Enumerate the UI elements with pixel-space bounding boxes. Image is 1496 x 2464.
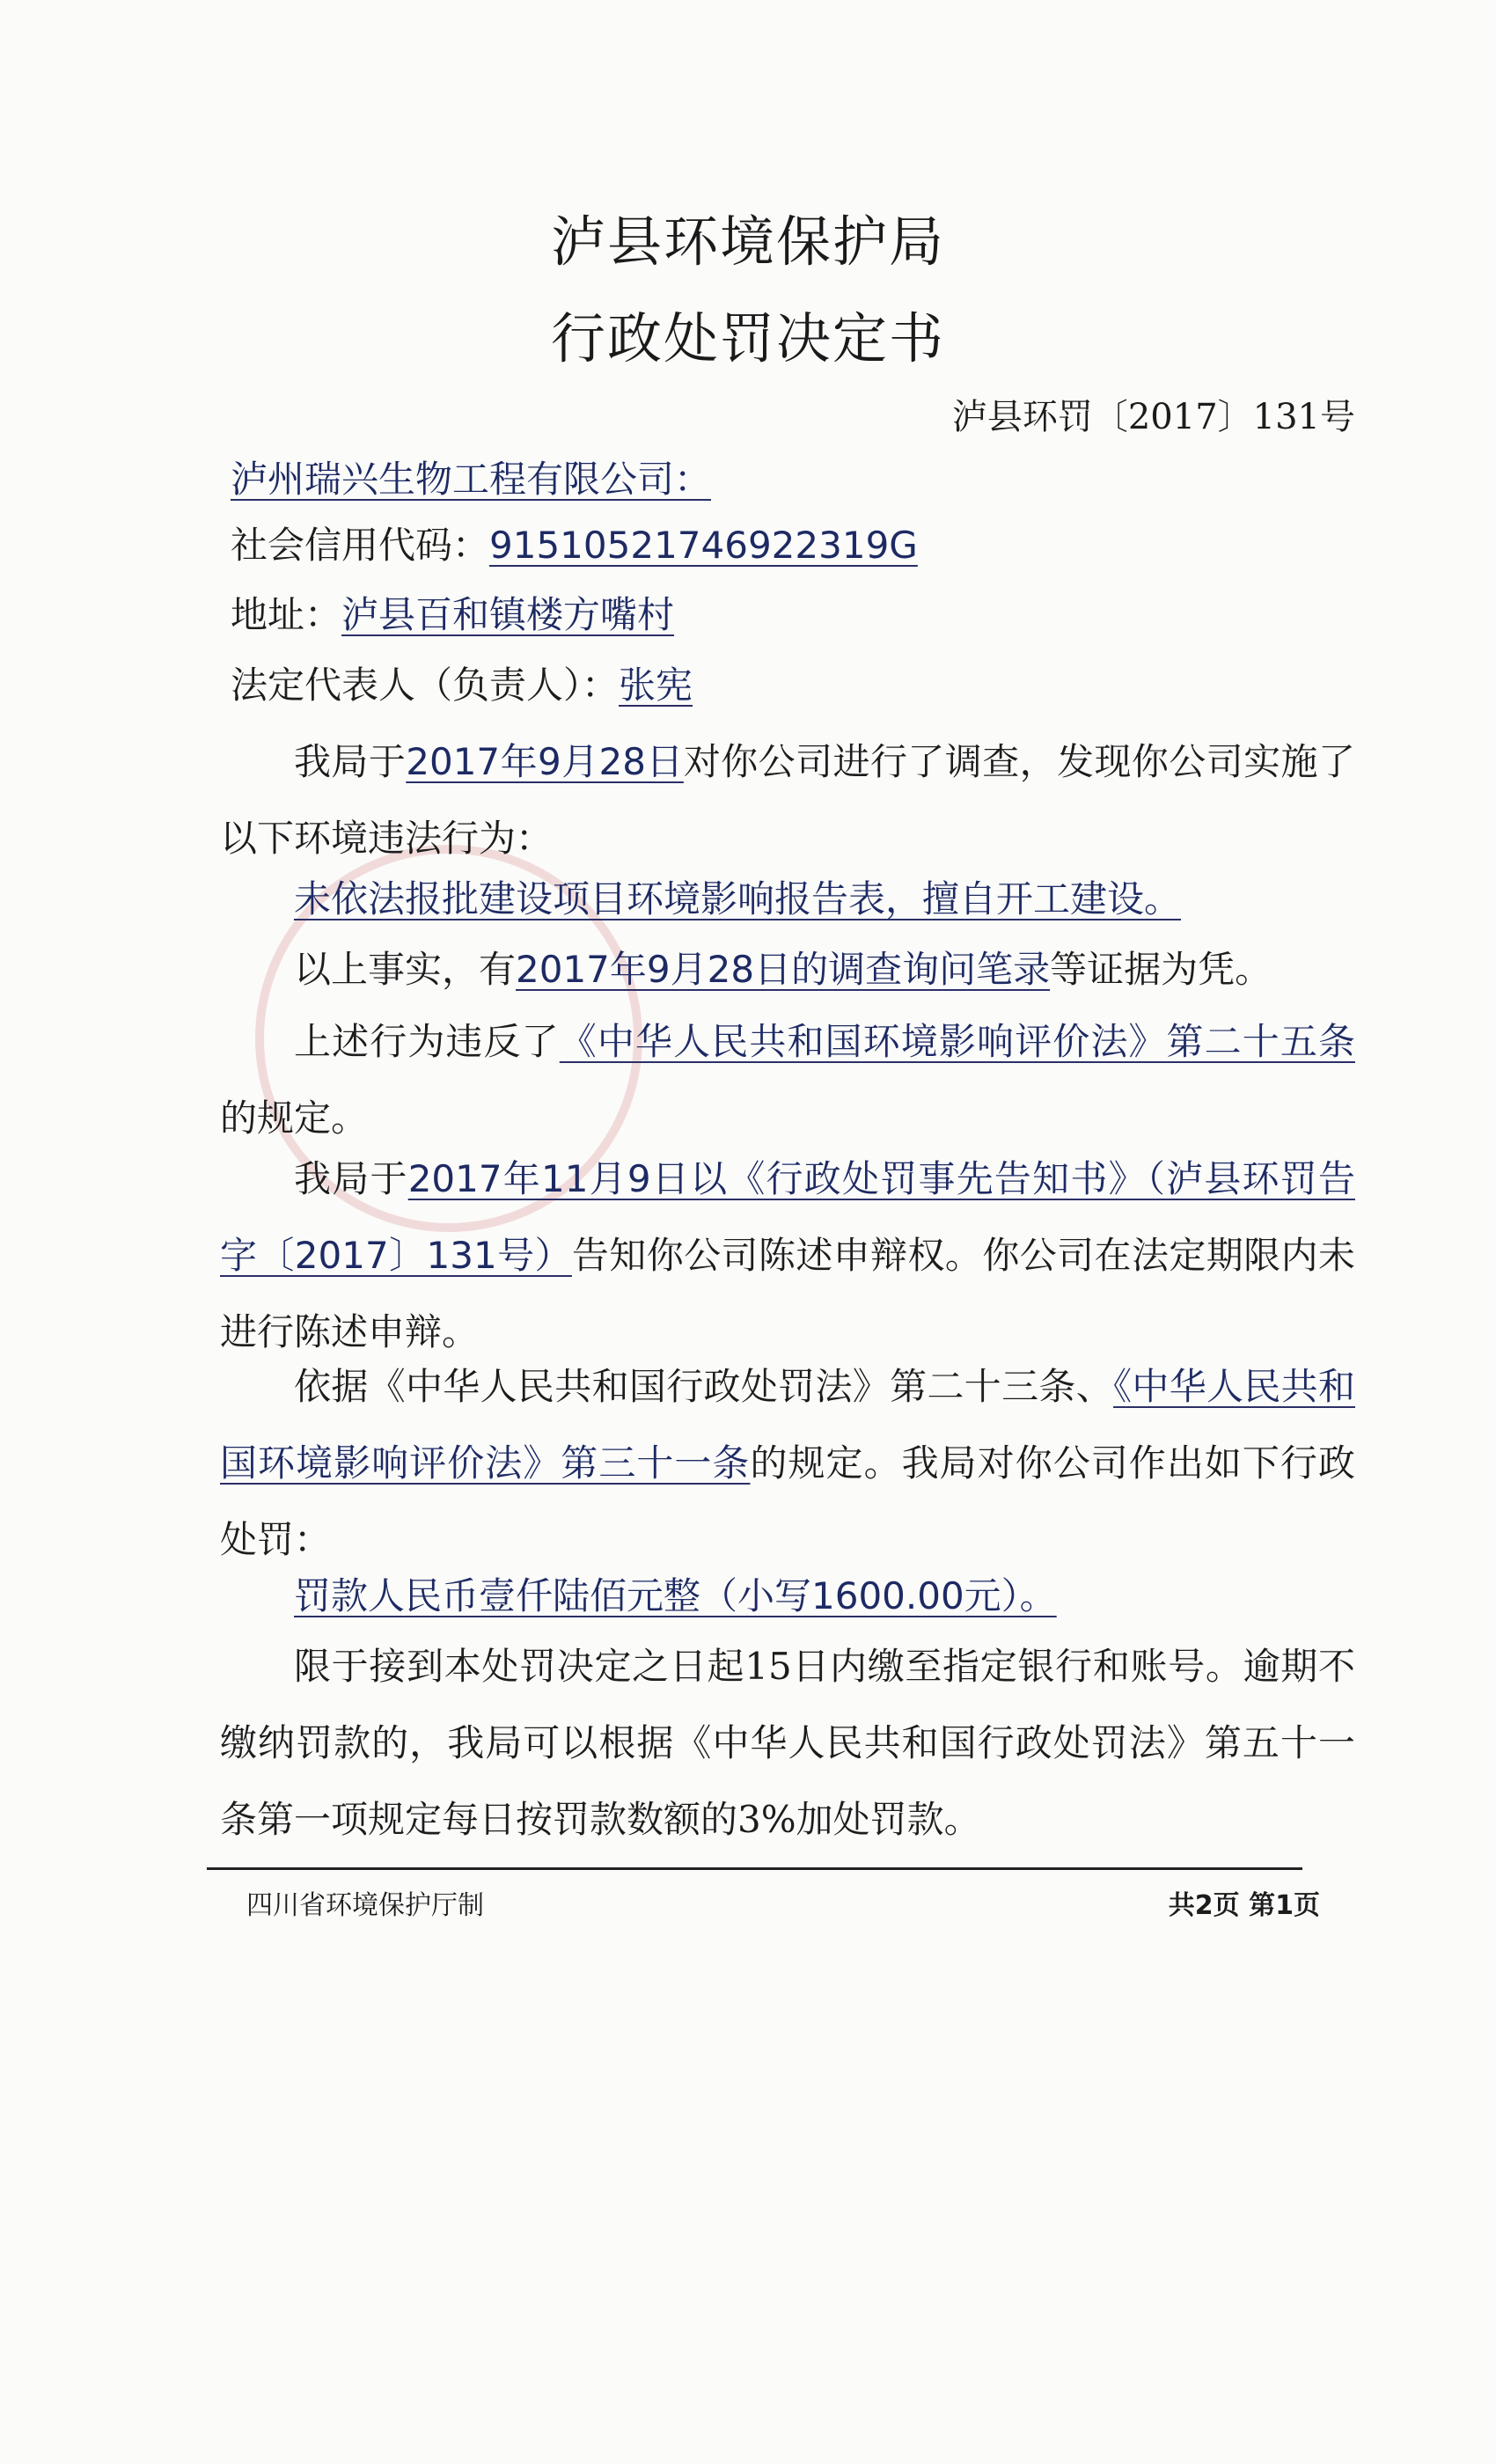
representative-name: 张宪 — [619, 664, 693, 707]
p6-text-b: 的规定。我局对你公司作出如下行政处罚： — [220, 1441, 1355, 1561]
agency-title: 泸县环境保护局 — [550, 209, 945, 274]
p5-text-b: 告知你公司陈述申辩权。你公司在法定期限内未进行陈述申辩。 — [220, 1234, 1355, 1353]
prior-notice: 2017年11月9日以《行政处罚事先告知书》（泸县环罚告字〔2017〕131号） — [220, 1157, 1355, 1277]
company-name — [231, 451, 711, 503]
footer-rule — [207, 1867, 1302, 1870]
representative-label: 法定代表人（负责人）： — [231, 664, 620, 707]
representative-row — [231, 656, 693, 709]
paragraph-violation — [220, 861, 1355, 937]
penalty-law: 《中华人民共和国环境影响评价法》第三十一条 — [220, 1365, 1355, 1485]
address-label: 地址： — [231, 593, 342, 636]
p1-text-b: 对你公司进行了调查，发现你公司实施了以下环境违法行为： — [220, 740, 1355, 860]
paragraph-penalty — [220, 1558, 1355, 1634]
paragraph-legal-basis — [220, 1348, 1355, 1578]
credit-code-label: 社会信用代码： — [231, 524, 490, 567]
credit-code-row — [231, 517, 918, 569]
paragraph-prior-notice — [220, 1140, 1355, 1370]
paragraph-payment-terms — [220, 1628, 1355, 1858]
document-number: 泸县环罚〔2017〕131号 — [951, 397, 1355, 437]
p4-text-a: 上述行为违反了 — [294, 1020, 560, 1063]
evidence-record: 2017年9月28日的调查询问笔录 — [516, 948, 1051, 991]
payment-terms-text: 限于接到本处罚决定之日起15日内缴至指定银行和账号。逾期不缴纳罚款的，我局可以根据《中华人民共和国行政处罚法》第五十一条第一项规定每日按罚款数额的3%加处罚款。 — [220, 1645, 1355, 1841]
law-violated: 《中华人民共和国环境影响评价法》第二十五条 — [559, 1020, 1355, 1063]
p6-text-a: 依据《中华人民共和国行政处罚法》第二十三条、 — [294, 1365, 1114, 1408]
document-title: 行政处罚决定书 — [550, 306, 945, 370]
company-name-text: 泸州瑞兴生物工程有限公司： — [231, 458, 712, 501]
paragraph-investigation — [220, 723, 1355, 876]
credit-code-value: 91510521746922319G — [489, 524, 918, 567]
footer-issuer: 四川省环境保护厅制 — [246, 1890, 484, 1921]
p1-text-a: 我局于 — [294, 740, 407, 783]
p3-text-a: 以上事实，有 — [294, 948, 517, 991]
violation-description: 未依法报批建设项目环境影响报告表，擅自开工建设。 — [294, 877, 1182, 920]
investigation-date: 2017年9月28日 — [406, 740, 684, 783]
paragraph-law-violated — [220, 1003, 1355, 1156]
address-value: 泸县百和镇楼方嘴村 — [341, 593, 675, 636]
penalty-amount: 罚款人民币壹仟陆佰元整（小写1600.00元）。 — [294, 1574, 1057, 1617]
footer-page-info: 共2页 第1页 — [1168, 1890, 1320, 1921]
p5-text-a: 我局于 — [294, 1157, 408, 1200]
paragraph-evidence — [220, 931, 1355, 1008]
p4-text-b: 的规定。 — [220, 1096, 369, 1140]
p3-text-b: 等证据为凭。 — [1050, 948, 1272, 991]
address-row — [231, 586, 674, 639]
